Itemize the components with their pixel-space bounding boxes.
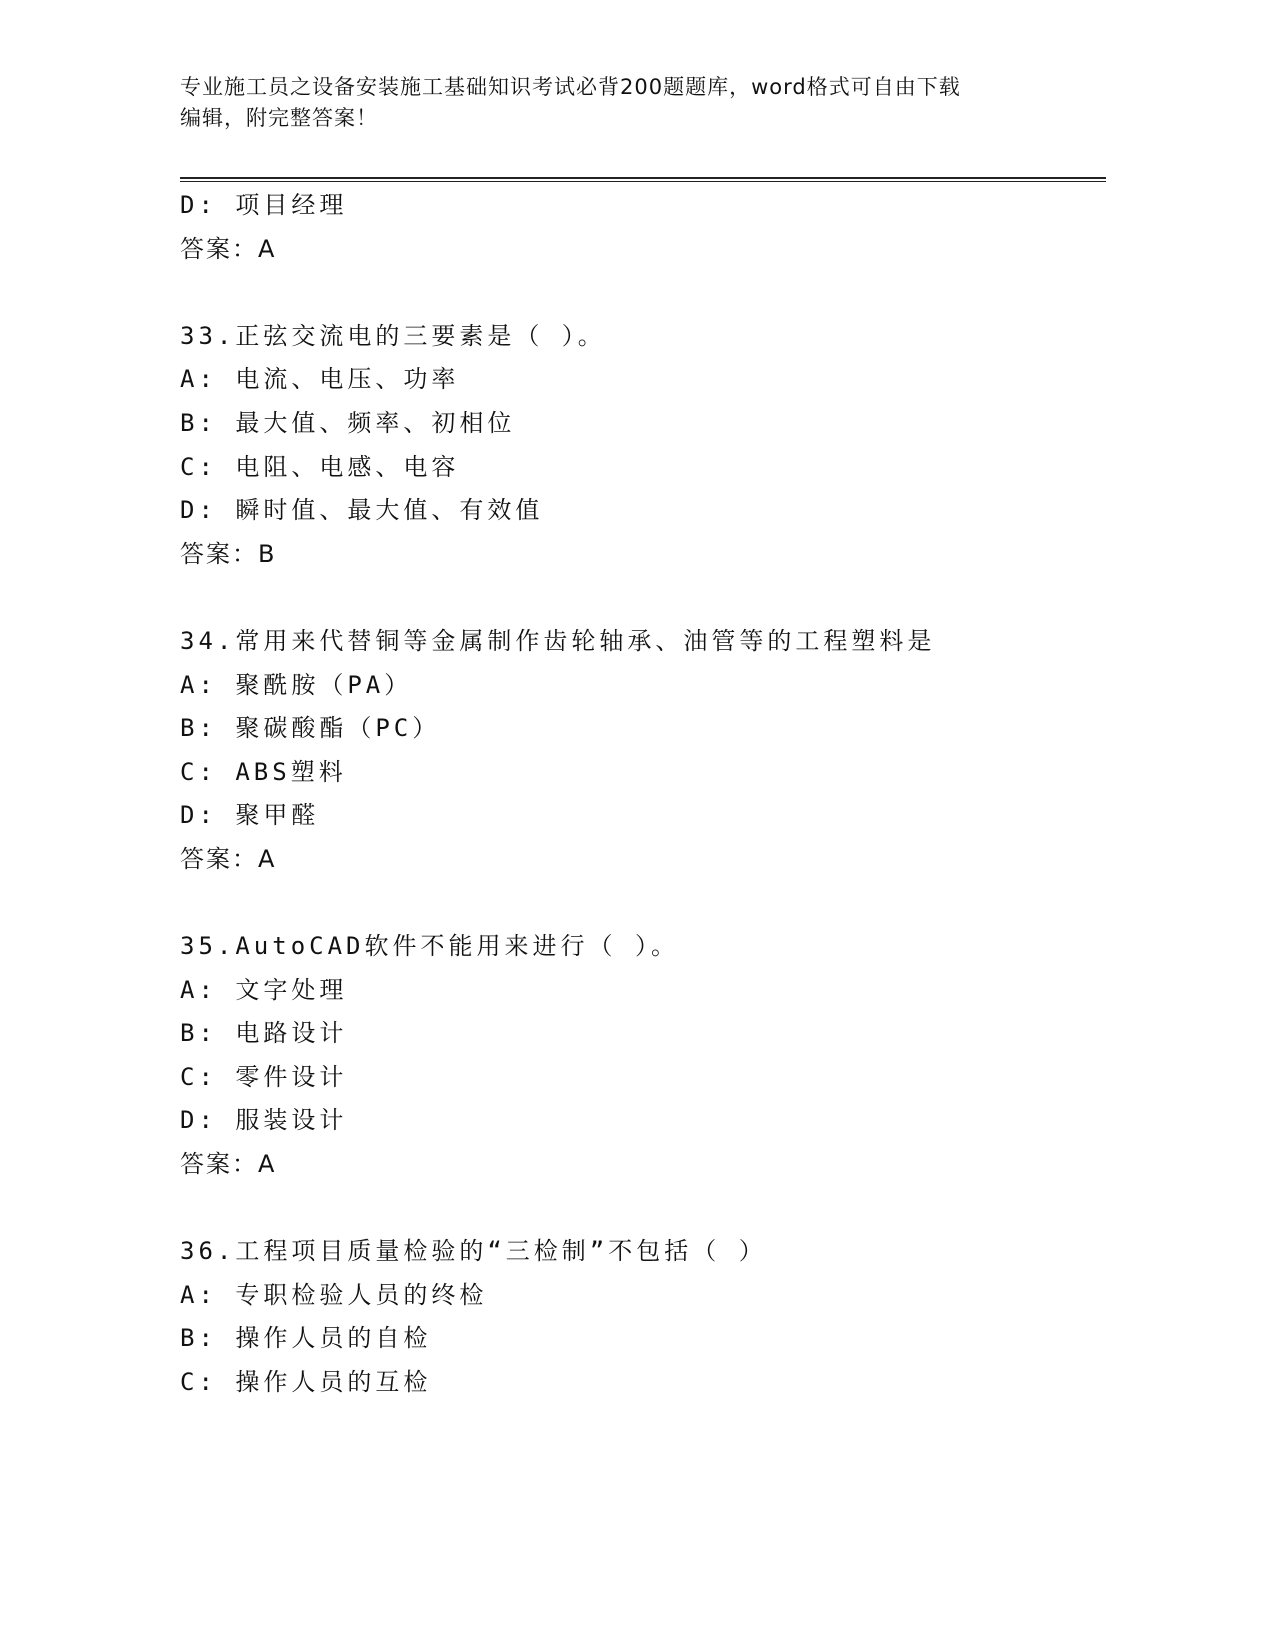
option-a: A: 电流、电压、功率: [180, 365, 460, 394]
header-divider: [180, 177, 1106, 182]
spacer: [180, 882, 1106, 926]
option-d: D: 服装设计: [180, 1106, 348, 1135]
answer-line: 答案：A: [180, 844, 277, 873]
document-header: [180, 72, 1060, 134]
header-title-line-2: 编辑，附完整答案！: [180, 106, 378, 130]
answer-line: 答案：A: [180, 234, 277, 263]
answer-line: 答案：B: [180, 539, 277, 568]
question-stem: 36.工程项目质量检验的“三检制”不包括（ ）: [180, 1237, 767, 1266]
question-stem: 33.正弦交流电的三要素是（ ）。: [180, 321, 606, 350]
option-b: B: 电路设计: [180, 1019, 348, 1048]
option-b: B: 聚碳酸酯（PC）: [180, 714, 441, 743]
option-b: B: 最大值、频率、初相位: [180, 408, 516, 437]
option-a: A: 专职检验人员的终检: [180, 1280, 488, 1309]
option-c: C: 操作人员的互检: [180, 1368, 432, 1397]
spacer: [180, 576, 1106, 620]
question-list: [180, 184, 1106, 1405]
answer-line: 答案：A: [180, 1150, 277, 1179]
option-d: D: 聚甲醛: [180, 801, 320, 830]
option-c: C: 电阻、电感、电容: [180, 452, 460, 481]
option-d: D: 瞬时值、最大值、有效值: [180, 496, 544, 525]
spacer: [180, 271, 1106, 315]
option-a: A: 聚酰胺（PA）: [180, 670, 413, 699]
option-b: B: 操作人员的自检: [180, 1324, 432, 1353]
header-title-line-1: 专业施工员之设备安装施工基础知识考试必背200题题库，word格式可自由下载: [180, 75, 961, 99]
option-d: D: 项目经理: [180, 191, 348, 219]
option-c: C: 零件设计: [180, 1062, 348, 1091]
question-stem: 35.AutoCAD软件不能用来进行（ ）。: [180, 932, 679, 961]
option-c: C: ABS塑料: [180, 757, 347, 786]
question-stem: 34.常用来代替铜等金属制作齿轮轴承、油管等的工程塑料是: [180, 626, 936, 655]
spacer: [180, 1187, 1106, 1231]
option-a: A: 文字处理: [180, 975, 348, 1004]
